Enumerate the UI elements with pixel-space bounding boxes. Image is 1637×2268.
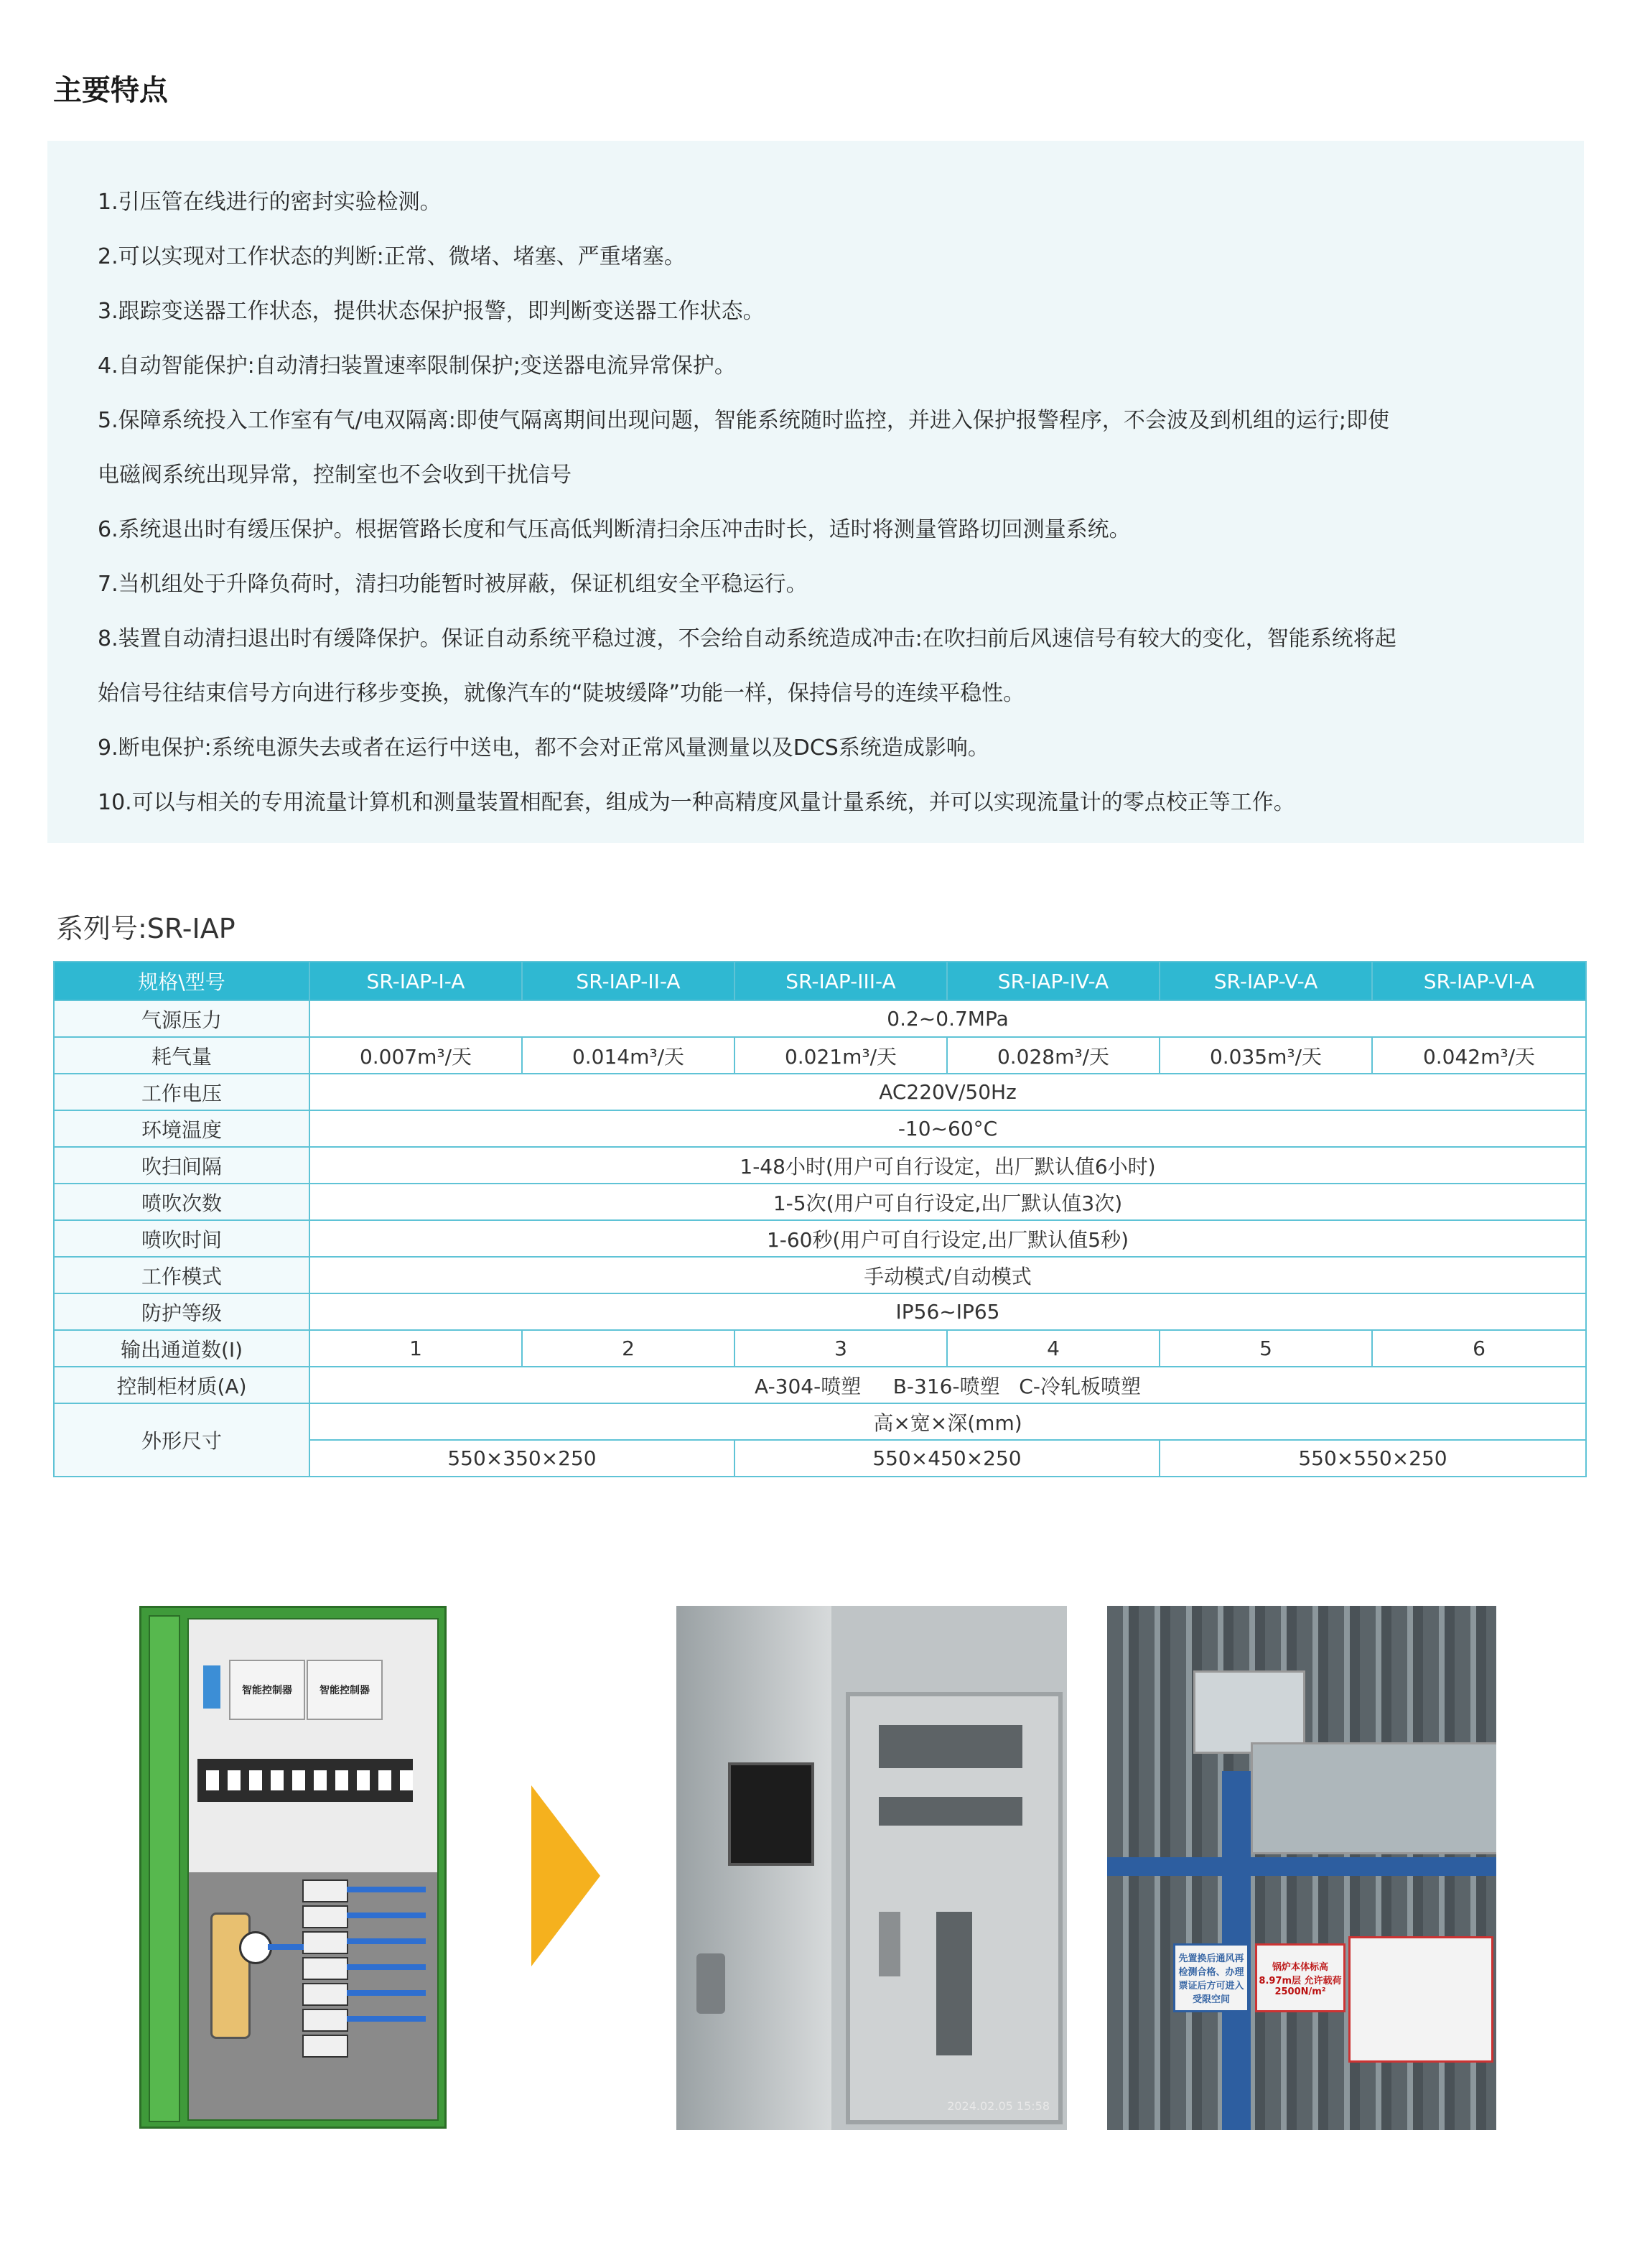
load-sign: 锅炉本体标高8.97m层 允许载荷2500N/m² <box>1255 1943 1345 2012</box>
air-pipe <box>347 1990 426 1996</box>
table-cell: 550×550×250 <box>1160 1440 1586 1477</box>
safety-sign: 先置换后通风再检测合格、办理票证后方可进入受限空间 <box>1173 1943 1249 2012</box>
table-row <box>54 1403 1586 1440</box>
page-title: 主要特点 <box>53 74 168 107</box>
controller-module <box>879 1725 1022 1768</box>
row-label: 防护等级 <box>54 1293 309 1330</box>
feature-item: 3.跟踪变送器工作状态，提供状态保护报警，即判断变送器工作状态。 <box>98 299 765 324</box>
table-cell: 3 <box>734 1330 947 1367</box>
table-row <box>54 1367 1586 1403</box>
table-cell: IP56~IP65 <box>309 1293 1586 1330</box>
cabinet-body <box>846 1692 1063 2124</box>
notice-board <box>1348 1936 1493 2063</box>
table-cell: 1-5次(用户可自行设定,出厂默认值3次) <box>309 1184 1586 1220</box>
table-row <box>54 1293 1586 1330</box>
steel-beam <box>1107 1857 1496 1876</box>
table-cell: 1-60秒(用户可自行设定,出厂默认值5秒) <box>309 1220 1586 1257</box>
spec-table <box>53 961 1587 1477</box>
cabinet-interior <box>187 1618 439 2121</box>
power-supply-icon <box>203 1665 220 1709</box>
solenoid-valve-icon <box>302 1931 348 1954</box>
table-cell: 0.021m³/天 <box>734 1037 947 1074</box>
cabinet-door <box>676 1606 831 2130</box>
header-cell: SR-IAP-V-A <box>1160 962 1372 1000</box>
table-row <box>54 1257 1586 1293</box>
header-cell: 规格\型号 <box>54 962 309 1000</box>
header-cell: SR-IAP-I-A <box>309 962 522 1000</box>
table-cell: 1 <box>309 1330 522 1367</box>
header-cell: SR-IAP-III-A <box>734 962 947 1000</box>
controller-module: 智能控制器 <box>307 1660 383 1720</box>
feature-item: 2.可以实现对工作状态的判断:正常、微堵、堵塞、严重堵塞。 <box>98 244 686 269</box>
header-cell: SR-IAP-II-A <box>522 962 734 1000</box>
feature-item: 1.引压管在线进行的密封实验检测。 <box>98 190 442 215</box>
feature-item: 始信号往结束信号方向进行移步变换，就像汽车的“陡坡缓降”功能一样，保持信号的连续平稳性。 <box>98 681 1025 706</box>
air-pipe <box>347 1887 426 1892</box>
row-label: 输出通道数(I) <box>54 1330 309 1367</box>
duct-cover <box>1251 1742 1496 1854</box>
terminal-block <box>197 1759 413 1802</box>
touch-screen-icon <box>728 1762 814 1866</box>
table-cell: 0.035m³/天 <box>1160 1037 1372 1074</box>
solenoid-valve-icon <box>302 1957 348 1980</box>
table-cell: 1-48小时(用户可自行设定，出厂默认值6小时) <box>309 1147 1586 1184</box>
air-pipe <box>347 1913 426 1918</box>
row-label: 喷吹次数 <box>54 1184 309 1220</box>
row-label: 耗气量 <box>54 1037 309 1074</box>
air-filter-icon <box>879 1912 900 1976</box>
valve-manifold <box>936 1912 972 2055</box>
table-cell: 0.042m³/天 <box>1372 1037 1586 1074</box>
arrow-right-icon <box>531 1785 600 1966</box>
table-cell: A-304-喷塑 B-316-喷塑 C-冷轧板喷塑 <box>309 1367 1586 1403</box>
terminal-block <box>879 1797 1022 1826</box>
header-cell: SR-IAP-VI-A <box>1372 962 1586 1000</box>
table-row <box>54 1330 1586 1367</box>
row-label: 吹扫间隔 <box>54 1147 309 1184</box>
solenoid-valve-icon <box>302 2009 348 2032</box>
solenoid-valve-icon <box>302 2035 348 2058</box>
table-cell: 高×宽×深(mm) <box>309 1403 1586 1440</box>
table-row <box>54 1037 1586 1074</box>
table-cell: 550×450×250 <box>734 1440 1160 1477</box>
controller-module: 智能控制器 <box>229 1660 305 1720</box>
door-handle-icon <box>696 1953 725 2014</box>
features-box <box>47 141 1584 843</box>
feature-item: 5.保障系统投入工作室有气/电双隔离:即使气隔离期间出现问题，智能系统随时监控，并进入保护报警程序，不会波及到机组的运行;即使 <box>98 408 1389 433</box>
feature-item: 10.可以与相关的专用流量计算机和测量装置相配套，组成为一种高精度风量计量系统，并可以实现流量计的零点校正等工作。 <box>98 790 1295 815</box>
photo-timestamp: 2024.02.05 15:58 <box>947 2099 1050 2113</box>
table-row <box>54 1147 1586 1184</box>
table-cell: 550×350×250 <box>309 1440 734 1477</box>
table-cell: AC220V/50Hz <box>309 1074 1586 1110</box>
air-filter-icon <box>210 1913 251 2039</box>
pneumatic-panel <box>189 1872 437 2119</box>
cabinet-photo <box>676 1606 1067 2130</box>
site-photo <box>1107 1606 1496 2130</box>
row-label: 控制柜材质(A) <box>54 1367 309 1403</box>
table-row <box>54 1184 1586 1220</box>
feature-item: 6.系统退出时有缓压保护。根据管路长度和气压高低判断清扫余压冲击时长，适时将测量管路切回测量系统。 <box>98 517 1131 542</box>
table-cell: 手动模式/自动模式 <box>309 1257 1586 1293</box>
table-cell: 0.007m³/天 <box>309 1037 522 1074</box>
table-cell: 0.014m³/天 <box>522 1037 734 1074</box>
row-label: 外形尺寸 <box>54 1403 309 1477</box>
table-row <box>54 1220 1586 1257</box>
row-label: 气源压力 <box>54 1000 309 1037</box>
row-label: 工作电压 <box>54 1074 309 1110</box>
table-row <box>54 1074 1586 1110</box>
table-cell: 5 <box>1160 1330 1372 1367</box>
header-cell: SR-IAP-IV-A <box>947 962 1160 1000</box>
feature-item: 4.自动智能保护:自动清扫装置速率限制保护;变送器电流异常保护。 <box>98 353 736 378</box>
solenoid-valve-icon <box>302 1879 348 1902</box>
table-row <box>54 1000 1586 1037</box>
feature-item: 7.当机组处于升降负荷时，清扫功能暂时被屏蔽，保证机组安全平稳运行。 <box>98 572 808 597</box>
air-pipe <box>347 1938 426 1944</box>
air-pipe <box>347 1964 426 1970</box>
row-label: 环境温度 <box>54 1110 309 1147</box>
nameplate <box>1193 1670 1305 1754</box>
table-row <box>54 1110 1586 1147</box>
series-label: 系列号:SR-IAP <box>56 913 235 944</box>
table-cell: 0.028m³/天 <box>947 1037 1160 1074</box>
table-cell: 4 <box>947 1330 1160 1367</box>
air-pipe <box>347 2016 426 2022</box>
table-cell: 6 <box>1372 1330 1586 1367</box>
row-label: 喷吹时间 <box>54 1220 309 1257</box>
solenoid-valve-icon <box>302 1905 348 1928</box>
air-pipe <box>268 1944 304 1950</box>
cabinet-schematic <box>139 1606 447 2129</box>
table-header-row <box>54 962 1586 1000</box>
feature-item: 8.装置自动清扫退出时有缓降保护。保证自动系统平稳过渡，不会给自动系统造成冲击:在吹扫前后风速信号有较大的变化，智能系统将起 <box>98 626 1396 651</box>
cabinet-door-strip <box>149 1615 180 2122</box>
feature-item: 电磁阀系统出现异常，控制室也不会收到干扰信号 <box>98 463 572 488</box>
table-cell: 2 <box>522 1330 734 1367</box>
row-label: 工作模式 <box>54 1257 309 1293</box>
table-cell: -10~60°C <box>309 1110 1586 1147</box>
feature-item: 9.断电保护:系统电源失去或者在运行中送电，都不会对正常风量测量以及DCS系统造成影响。 <box>98 735 989 761</box>
solenoid-valve-icon <box>302 1983 348 2006</box>
table-cell: 0.2~0.7MPa <box>309 1000 1586 1037</box>
